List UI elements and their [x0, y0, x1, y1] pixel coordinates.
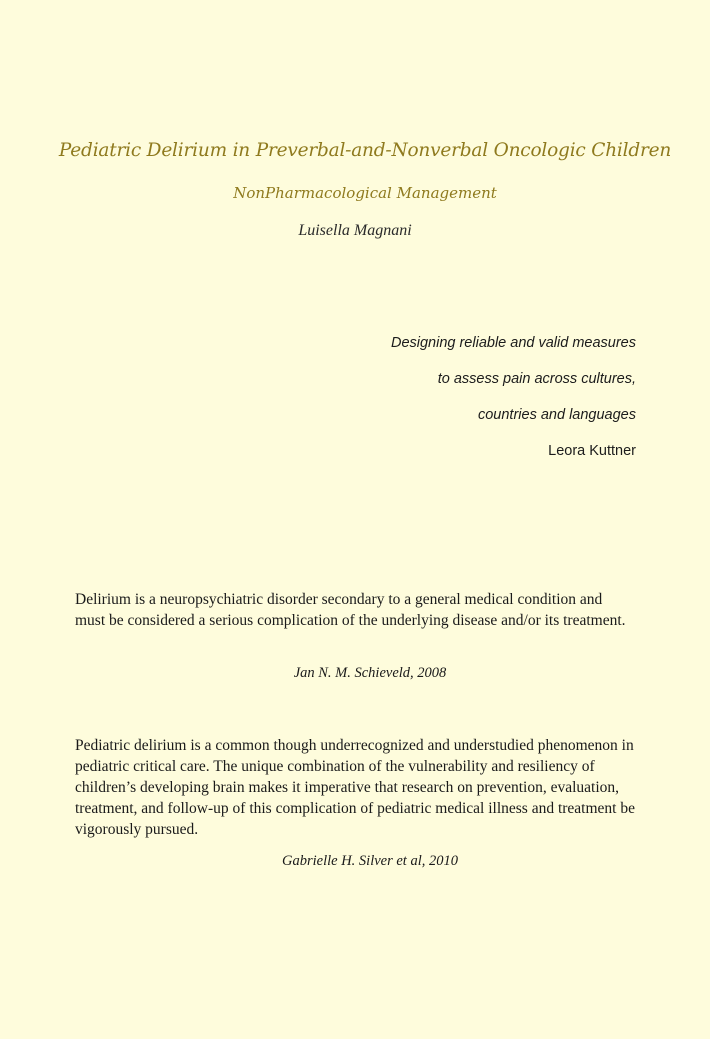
- epigraph-line: countries and languages: [477, 407, 636, 423]
- document-title: Pediatric Delirium in Preverbal-and-Nonverbal Oncologic Children: [58, 140, 672, 161]
- epigraph: [391, 331, 636, 463]
- quote-text: Delirium is a neuropsychiatric disorder secondary to a general medical condition and must be considered a serious complication of the underlying disease and/or its treatment.: [75, 591, 626, 629]
- epigraph-line: to assess pain across cultures,: [437, 371, 636, 387]
- quote-text: Pediatric delirium is a common though underrecognized and understudied phenomenon in pediatric critical care. The unique combination of the vulnerability and resiliency of children’s developing brain makes it imperative that research on prevention, evaluation, treatment, and follow-up of this complication of pediatric medical illness and treatment be vigorously pursued.: [75, 737, 635, 838]
- quote-attribution: Gabrielle H. Silver et al, 2010: [282, 853, 458, 869]
- document-author: Luisella Magnani: [298, 222, 412, 239]
- epigraph-source: Leora Kuttner: [548, 443, 636, 459]
- document-subtitle: NonPharmacological Management: [233, 184, 497, 202]
- quote-attribution: Jan N. M. Schieveld, 2008: [293, 665, 447, 681]
- epigraph-line: Designing reliable and valid measures: [390, 335, 636, 351]
